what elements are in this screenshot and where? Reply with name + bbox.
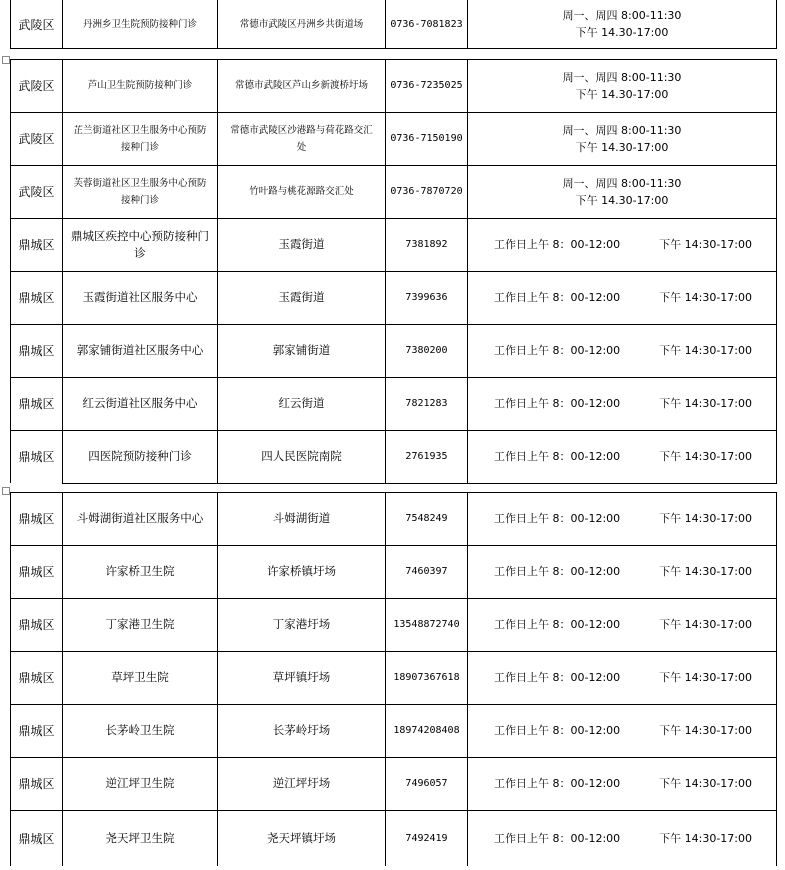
clinic-name-cell: 草坪卫生院 bbox=[62, 651, 217, 704]
table-row bbox=[10, 704, 777, 757]
hours-cell bbox=[467, 651, 777, 704]
hours-am: 工作日上午 8：00-12:00 bbox=[494, 831, 621, 845]
hours-cell bbox=[467, 757, 777, 810]
table-row bbox=[10, 0, 777, 48]
hours-cell bbox=[467, 430, 777, 483]
hours-am: 工作日上午 8：00-12:00 bbox=[494, 618, 621, 631]
hours-cell bbox=[467, 598, 777, 651]
hours-cell bbox=[467, 0, 777, 48]
hours-line-2: 下午 14.30-17:00 bbox=[575, 26, 669, 39]
clinic-name-cell: 长茅岭卫生院 bbox=[62, 704, 217, 757]
hours-cell bbox=[467, 492, 777, 545]
hours-line-1: 周一、周四 8:00-11:30 bbox=[562, 9, 682, 22]
phone-cell: 0736-7870720 bbox=[385, 165, 467, 218]
hours-pm: 下午 14:30-17:00 bbox=[659, 724, 752, 737]
address-cell: 玉霞街道 bbox=[217, 218, 385, 271]
address-cell: 玉霞街道 bbox=[217, 271, 385, 324]
phone-cell: 7821283 bbox=[385, 377, 467, 430]
phone-cell: 7548249 bbox=[385, 492, 467, 545]
clinic-name-cell: 逆江坪卫生院 bbox=[62, 757, 217, 810]
hours-cell bbox=[467, 324, 777, 377]
clinic-name-cell: 丹洲乡卫生院预防接种门诊 bbox=[62, 0, 217, 48]
table-row bbox=[10, 377, 777, 430]
address-cell: 长茅岭圩场 bbox=[217, 704, 385, 757]
clinic-name-cell: 芷兰街道社区卫生服务中心预防接种门诊 bbox=[62, 112, 217, 165]
phone-cell: 7492419 bbox=[385, 810, 467, 866]
district-cell: 鼎城区 bbox=[10, 757, 62, 810]
table-move-handle-icon[interactable] bbox=[2, 487, 10, 495]
table-move-handle-icon[interactable] bbox=[2, 56, 10, 64]
address-cell: 许家桥镇圩场 bbox=[217, 545, 385, 598]
address-cell: 红云街道 bbox=[217, 377, 385, 430]
address-cell: 逆江坪圩场 bbox=[217, 757, 385, 810]
phone-cell: 2761935 bbox=[385, 430, 467, 483]
clinic-name-cell: 芦山卫生院预防接种门诊 bbox=[62, 59, 217, 112]
table-row bbox=[10, 810, 777, 870]
hours-am: 工作日上午 8：00-12:00 bbox=[494, 512, 621, 525]
hours-pm: 下午 14:30-17:00 bbox=[659, 565, 752, 578]
hours-cell bbox=[467, 545, 777, 598]
hours-am: 工作日上午 8：00-12:00 bbox=[494, 450, 621, 463]
clinic-name-cell: 红云街道社区服务中心 bbox=[62, 377, 217, 430]
hours-cell bbox=[467, 112, 777, 165]
district-cell: 武陵区 bbox=[10, 165, 62, 218]
table-row bbox=[10, 757, 777, 810]
clinic-name-cell: 鼎城区疾控中心预防接种门诊 bbox=[62, 218, 217, 271]
hours-am: 工作日上午 8：00-12:00 bbox=[494, 671, 621, 684]
table-row bbox=[10, 218, 777, 271]
district-cell: 武陵区 bbox=[10, 112, 62, 165]
district-cell: 鼎城区 bbox=[10, 704, 62, 757]
address-cell: 丁家港圩场 bbox=[217, 598, 385, 651]
district-cell: 鼎城区 bbox=[10, 324, 62, 377]
table-row bbox=[10, 430, 777, 483]
address-cell: 常德市武陵区沙港路与荷花路交汇处 bbox=[217, 112, 385, 165]
hours-line-2: 下午 14.30-17:00 bbox=[575, 87, 669, 101]
district-cell: 鼎城区 bbox=[10, 651, 62, 704]
hours-am: 工作日上午 8：00-12:00 bbox=[494, 344, 621, 357]
hours-pm: 下午 14:30-17:00 bbox=[659, 238, 752, 251]
phone-cell: 18974208408 bbox=[385, 704, 467, 757]
district-cell: 鼎城区 bbox=[10, 218, 62, 271]
address-cell: 尧天坪镇圩场 bbox=[217, 810, 385, 866]
district-cell: 鼎城区 bbox=[10, 598, 62, 651]
phone-cell: 18907367618 bbox=[385, 651, 467, 704]
table-row bbox=[10, 545, 777, 598]
address-cell: 常德市武陵区芦山乡新渡桥圩场 bbox=[217, 59, 385, 112]
phone-cell: 0736-7235025 bbox=[385, 59, 467, 112]
hours-cell bbox=[467, 377, 777, 430]
district-cell: 武陵区 bbox=[10, 59, 62, 112]
district-cell: 鼎城区 bbox=[10, 545, 62, 598]
row-border bbox=[62, 483, 777, 484]
clinic-name-cell: 芙蓉街道社区卫生服务中心预防接种门诊 bbox=[62, 165, 217, 218]
hours-pm: 下午 14:30-17:00 bbox=[659, 291, 752, 304]
table-row bbox=[10, 112, 777, 165]
hours-cell bbox=[467, 165, 777, 218]
clinic-name-cell: 玉霞街道社区服务中心 bbox=[62, 271, 217, 324]
district-cell: 鼎城区 bbox=[10, 271, 62, 324]
hours-line-2: 下午 14.30-17:00 bbox=[575, 193, 669, 207]
table-row bbox=[10, 59, 777, 112]
phone-cell: 7380200 bbox=[385, 324, 467, 377]
hours-line-1: 周一、周四 8:00-11:30 bbox=[562, 70, 682, 84]
hours-pm: 下午 14:30-17:00 bbox=[659, 777, 752, 790]
table-row bbox=[10, 598, 777, 651]
hours-pm: 下午 14:30-17:00 bbox=[659, 450, 752, 463]
address-cell: 常德市武陵区丹洲乡共街道场 bbox=[217, 0, 385, 48]
address-cell: 竹叶路与桃花源路交汇处 bbox=[217, 165, 385, 218]
clinic-name-cell: 郭家铺街道社区服务中心 bbox=[62, 324, 217, 377]
phone-cell: 13548872740 bbox=[385, 598, 467, 651]
phone-cell: 7399636 bbox=[385, 271, 467, 324]
phone-cell: 0736-7150190 bbox=[385, 112, 467, 165]
hours-line-1: 周一、周四 8:00-11:30 bbox=[562, 176, 682, 190]
hours-am: 工作日上午 8：00-12:00 bbox=[494, 724, 621, 737]
hours-pm: 下午 14:30-17:00 bbox=[659, 671, 752, 684]
address-cell: 郭家铺街道 bbox=[217, 324, 385, 377]
hours-cell bbox=[467, 810, 777, 866]
phone-cell: 7381892 bbox=[385, 218, 467, 271]
hours-cell bbox=[467, 218, 777, 271]
hours-line-1: 周一、周四 8:00-11:30 bbox=[562, 123, 682, 137]
clinic-name-cell: 许家桥卫生院 bbox=[62, 545, 217, 598]
hours-pm: 下午 14:30-17:00 bbox=[659, 618, 752, 631]
address-cell: 四人民医院南院 bbox=[217, 430, 385, 483]
table-row bbox=[10, 324, 777, 377]
hours-line-2: 下午 14.30-17:00 bbox=[575, 140, 669, 154]
district-cell: 鼎城区 bbox=[10, 810, 62, 866]
hours-pm: 下午 14:30-17:00 bbox=[659, 512, 752, 525]
hours-am: 工作日上午 8：00-12:00 bbox=[494, 397, 621, 410]
clinic-name-cell: 斗姆湖街道社区服务中心 bbox=[62, 492, 217, 545]
district-cell: 武陵区 bbox=[10, 0, 62, 48]
table-row bbox=[10, 651, 777, 704]
hours-pm: 下午 14:30-17:00 bbox=[659, 397, 752, 410]
hours-am: 工作日上午 8：00-12:00 bbox=[494, 565, 621, 578]
hours-am: 工作日上午 8：00-12:00 bbox=[494, 238, 621, 251]
phone-cell: 0736-7081823 bbox=[385, 0, 467, 48]
clinic-name-cell: 尧天坪卫生院 bbox=[62, 810, 217, 866]
hours-pm: 下午 14:30-17:00 bbox=[659, 831, 752, 845]
table-row bbox=[10, 271, 777, 324]
district-cell: 鼎城区 bbox=[10, 430, 62, 483]
hours-pm: 下午 14:30-17:00 bbox=[659, 344, 752, 357]
phone-cell: 7460397 bbox=[385, 545, 467, 598]
table-row bbox=[10, 165, 777, 218]
clinic-name-cell: 四医院预防接种门诊 bbox=[62, 430, 217, 483]
address-cell: 斗姆湖街道 bbox=[217, 492, 385, 545]
table-row bbox=[10, 492, 777, 545]
hours-cell bbox=[467, 271, 777, 324]
phone-cell: 7496057 bbox=[385, 757, 467, 810]
address-cell: 草坪镇圩场 bbox=[217, 651, 385, 704]
district-cell: 鼎城区 bbox=[10, 492, 62, 545]
hours-cell bbox=[467, 704, 777, 757]
row-border bbox=[10, 48, 777, 49]
district-cell: 鼎城区 bbox=[10, 377, 62, 430]
hours-am: 工作日上午 8：00-12:00 bbox=[494, 291, 621, 304]
hours-cell bbox=[467, 59, 777, 112]
hours-am: 工作日上午 8：00-12:00 bbox=[494, 777, 621, 790]
clinic-name-cell: 丁家港卫生院 bbox=[62, 598, 217, 651]
